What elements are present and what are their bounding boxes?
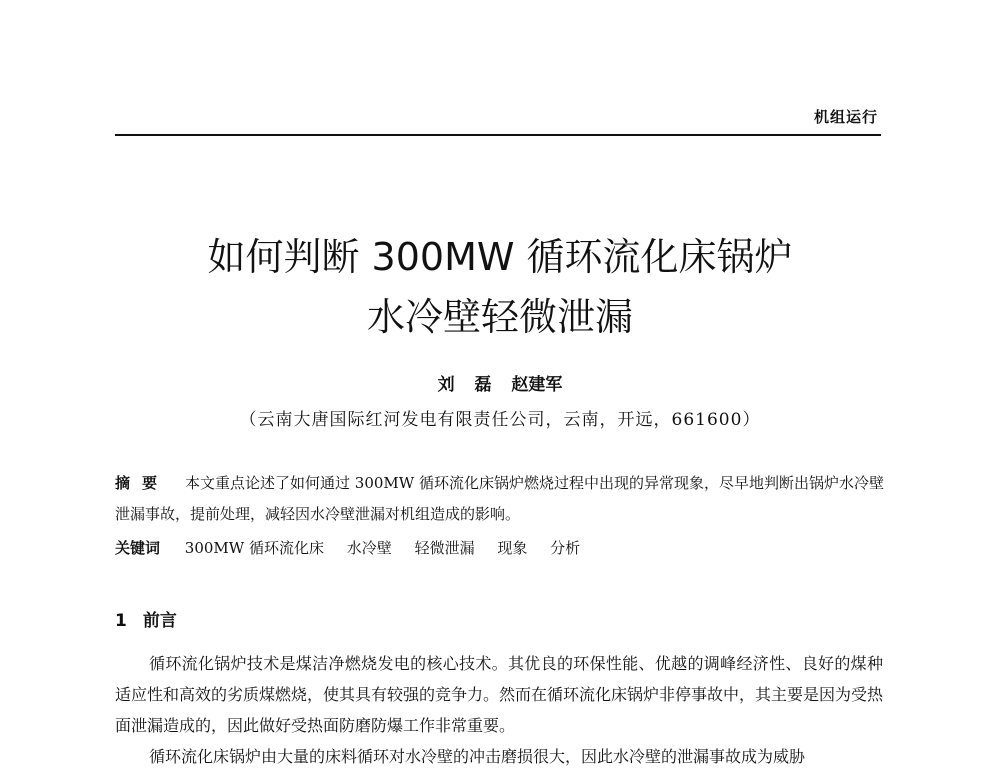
authors: 刘 磊 赵建军 [437,375,563,395]
paper-title-line-2: 水冷壁轻微泄漏 [366,295,633,339]
section-number: 1 [115,611,127,631]
abstract-text: 本文重点论述了如何通过 300MW 循环流化床锅炉燃烧过程中出现的异常现象，尽早地判断出锅炉水冷壁泄漏事故，提前处理，减轻因水冷壁泄漏对机组造成的影响。 [115,474,884,523]
affiliation: （云南大唐国际红河发电有限责任公司，云南，开远，661600） [239,410,761,430]
section-heading [115,606,177,631]
paragraph: 循环流化锅炉技术是煤洁净燃烧发电的核心技术。其优良的环保性能、优越的调峰经济性、良好的煤种适应性和高效的劣质煤燃烧，使其具有较强的竞争力。然而在循环流化床锅炉非停事故中，其主要是因为受热面泄漏造成的，因此做好受热面防磨防爆工作非常重要。 [115,654,884,735]
paragraph-partial: 循环流化床锅炉由大量的床料循环对水冷壁的冲击磨损很大，因此水冷壁的泄漏事故成为威胁 [149,747,806,766]
keywords-label: 关键词 [115,539,161,557]
abstract-label: 摘要 [115,474,170,492]
section-tag: 机组运行 [813,108,878,126]
section-title: 前言 [142,611,177,631]
keyword-item: 分析 [550,539,581,557]
keyword-item: 轻微泄漏 [414,539,475,557]
abstract [115,468,885,530]
paper-title-line-1: 如何判断 300MW 循环流化床锅炉 [207,235,793,279]
keyword-item: 水冷壁 [346,539,392,557]
body-text [115,648,884,766]
keyword-item: 300MW 循环流化床 [184,539,324,557]
keyword-item: 现象 [497,539,528,557]
header-rule [115,134,881,136]
keywords [115,537,885,558]
